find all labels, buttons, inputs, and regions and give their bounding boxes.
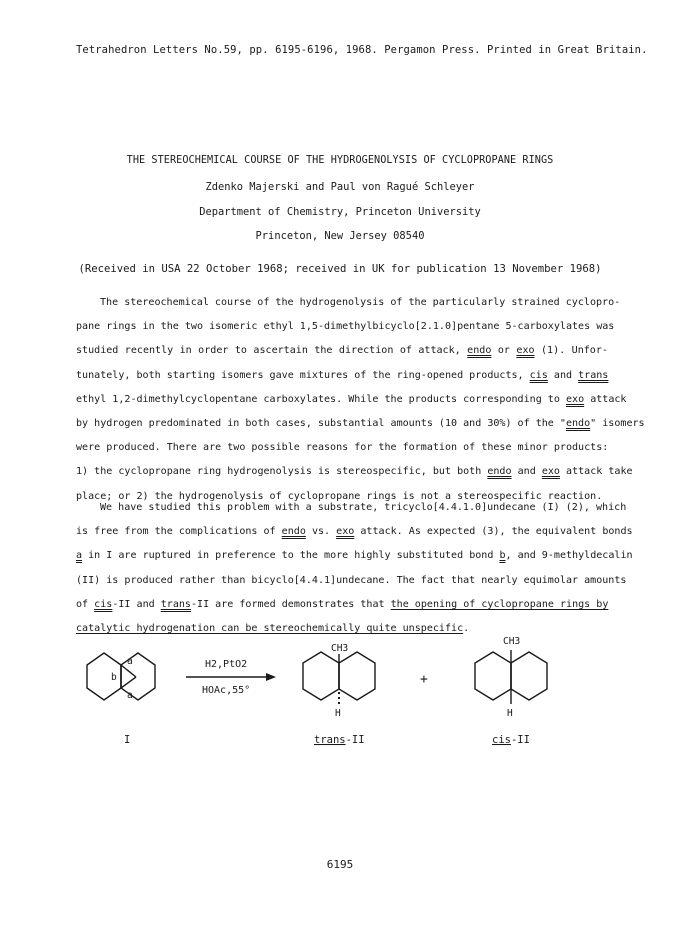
exo-term-2: exo <box>565 393 585 405</box>
p1-line-6-text: by hydrogen predominated in both cases, substantial amounts (10 and 30%) of the " <box>76 417 566 429</box>
page-number: 6195 <box>326 858 354 871</box>
cis-methyl-label: CH3 <box>503 636 521 647</box>
p1-line-7: were produced. There are two possible reasons for the formation of these minor products: <box>76 442 609 454</box>
and-word-2: and <box>517 466 536 478</box>
label-bond-a-bottom: a <box>127 690 133 701</box>
p1-line-9: place; or 2) the hydrogenolysis of cyclopropane rings is not a stereospecific reaction. <box>76 490 603 502</box>
p1-line-3-end: (1). Unfor- <box>541 345 608 357</box>
p2-line-3-end: , and 9-methyldecalin <box>505 550 633 562</box>
label-bond-a-top: a <box>127 656 133 667</box>
conclusion-part-1: the opening of cyclopropane rings by <box>390 598 609 610</box>
trans-prefix: trans <box>314 734 346 746</box>
period: . <box>463 622 470 634</box>
p1-line-6-end: " isomers <box>590 417 645 429</box>
p2-line-2-end: attack. As expected (3), the equivalent bonds <box>360 526 633 538</box>
p2-line-5-mid: -II and <box>112 598 155 610</box>
bond-a-label: a <box>76 550 83 562</box>
plus-sign: + <box>420 672 428 687</box>
trans-hydrogen-label: H <box>335 708 341 719</box>
cis-prefix: cis <box>492 734 511 746</box>
p1-line-5-end: attack <box>590 393 627 405</box>
p1-line-4-text: tunately, both starting isomers gave mixtures of the ring-opened products, <box>76 369 524 381</box>
cis-term: cis <box>529 369 548 381</box>
label-bond-b: b <box>111 672 117 683</box>
received-dates: (Received in USA 22 October 1968; received in UK for publication 13 November 1968) <box>78 263 602 275</box>
and-word: and <box>553 369 573 381</box>
exo-term-4: exo <box>336 526 355 538</box>
trans-II-structure <box>303 652 375 704</box>
or-word: or <box>497 345 510 357</box>
p1-line-5-text: ethyl 1,2-dimethylcyclopentane carboxylates. While the products corresponding to <box>76 393 560 405</box>
authors: Zdenko Majerski and Paul von Ragué Schleyer <box>205 181 475 193</box>
article-title: THE STEREOCHEMICAL COURSE OF THE HYDROGENOLYSIS OF CYCLOPROPANE RINGS <box>126 155 554 166</box>
p1-line-8-text: 1) the cyclopropane ring hydrogenolysis is stereospecific, but both <box>76 466 482 478</box>
endo-term-3: endo <box>487 466 512 478</box>
cis-term-2: cis <box>94 598 113 610</box>
p1-line-1: The stereochemical course of the hydrogenolysis of the particularly strained cyclopro- <box>100 297 621 308</box>
reagent-conditions: HOAc,55° <box>202 685 251 696</box>
compound-I-label: I <box>124 734 131 746</box>
exo-term: exo <box>516 345 535 357</box>
p2-line-1: We have studied this problem with a substrate, tricyclo[4.4.1.0]undecane (I) (2), which <box>100 502 627 513</box>
reagent-catalyst: H2,PtO2 <box>205 659 248 670</box>
trans-term: trans <box>578 369 609 381</box>
of-word: of <box>76 598 89 610</box>
p2-line-3-text: in I are ruptured in preference to the more highly substituted bond <box>88 550 494 562</box>
address: Princeton, New Jersey 08540 <box>255 230 425 242</box>
p2-line-5-mid2: -II are formed demonstrates that <box>190 598 385 610</box>
p2-line-2-text: is free from the complications of <box>76 526 276 538</box>
p1-line-8-end: attack take <box>566 466 633 478</box>
cis-II-structure <box>475 650 547 704</box>
endo-term: endo <box>467 345 492 357</box>
bond-b-label: b <box>499 550 506 562</box>
compound-I-structure <box>87 653 155 700</box>
endo-term-2: endo <box>565 417 591 429</box>
trans-methyl-label: CH3 <box>331 643 349 654</box>
department: Department of Chemistry, Princeton University <box>199 206 481 218</box>
journal-header: Tetrahedron Letters No.59, pp. 6195-6196, 1968. Pergamon Press. Printed in Great Britain. <box>76 44 648 56</box>
vs-word: vs. <box>311 526 331 538</box>
endo-term-4: endo <box>281 526 306 538</box>
p1-line-3-text: studied recently in order to ascertain the direction of attack, <box>76 345 461 357</box>
cis-suffix: -II <box>510 734 530 746</box>
p1-line-2: pane rings in the two isomeric ethyl 1,5-dimethylbicyclo[2.1.0]pentane 5-carboxylates was <box>76 321 615 333</box>
exo-term-3: exo <box>541 466 560 478</box>
trans-II-label <box>314 734 365 746</box>
trans-term-2: trans <box>160 598 191 610</box>
conclusion-part-2: catalytic hydrogenation can be stereochemically quite unspecific <box>76 622 464 634</box>
p2-line-4: (II) is produced rather than bicyclo[4.4.1]undecane. The fact that nearly equimolar amounts <box>76 574 627 586</box>
cis-II-label <box>492 734 530 746</box>
arrow-head <box>266 673 276 681</box>
cis-hydrogen-label: H <box>507 708 513 719</box>
trans-suffix: -II <box>345 734 365 746</box>
